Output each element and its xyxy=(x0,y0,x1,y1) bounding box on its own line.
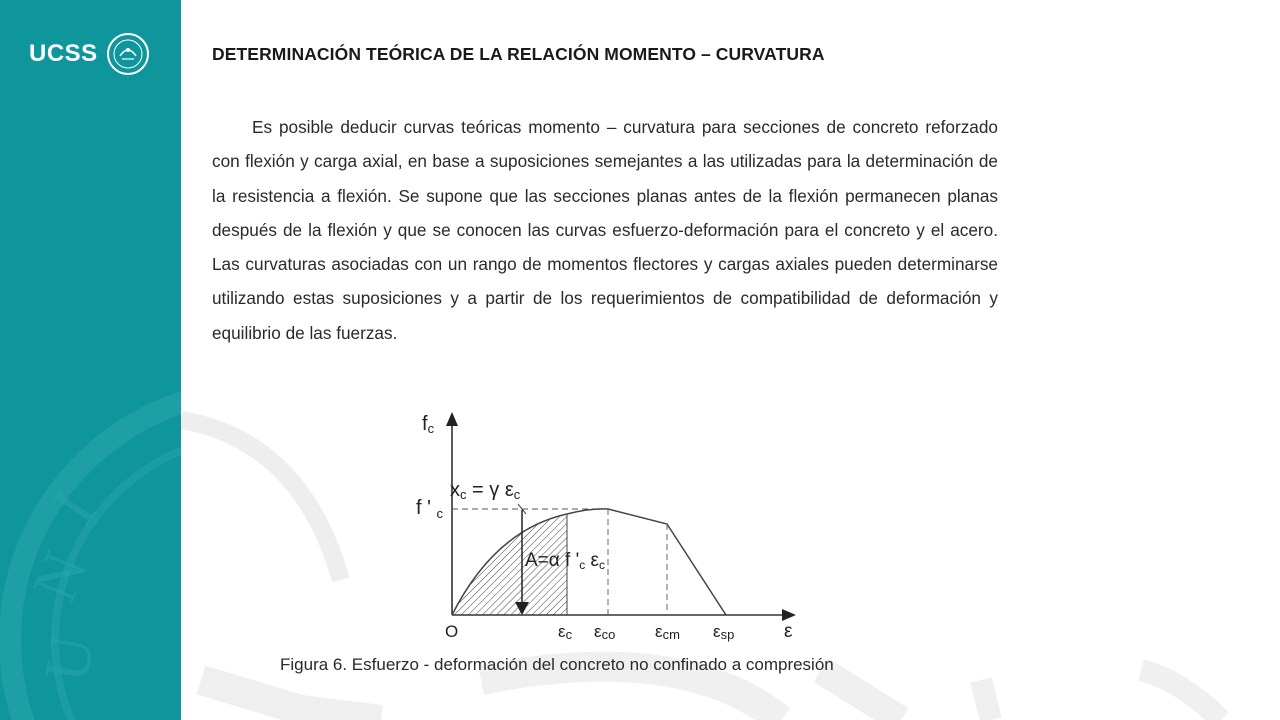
logo-text: UCSS xyxy=(29,40,98,67)
peak-stress-label: f ' $_c$ xyxy=(416,497,443,521)
x-axis-arrow xyxy=(782,609,796,621)
body-paragraph: Es posible deducir curvas teóricas momento – curvatura para secciones de concreto reforzado con flexión y carga axial, en base a suposiciones semejantes a las utilizadas para la determinación de la resistencia a flexión. Se supone que las secciones planas antes de la flexión permanecen planas después de la flexión y que se conocen las curvas esfuerzo-deformación para el concreto y el acero. Las curvaturas asociadas con un rango de momentos flectores y cargas axiales pueden determinarse utilizando estas suposiciones y a partir de los requerimientos de compatibilidad de deformación y equilibrio de las fuerzas. xyxy=(212,117,998,343)
y-axis-label: fc xyxy=(422,413,435,436)
x-tick-label: εc xyxy=(558,622,573,642)
svg-text:U: U xyxy=(29,629,108,688)
area-equation: A=α f 'c εc xyxy=(525,550,605,572)
svg-text:N: N xyxy=(18,541,102,612)
university-seal-watermark xyxy=(0,0,181,720)
university-seal-icon xyxy=(100,32,156,76)
x-tick-label: εco xyxy=(594,622,616,642)
slide-title: DETERMINACIÓN TEÓRICA DE LA RELACIÓN MOMENTO – CURVATURA xyxy=(212,44,825,64)
stress-strain-diagram xyxy=(400,400,820,650)
svg-text:I: I xyxy=(38,478,109,536)
x-tick-label: εsp xyxy=(713,622,735,642)
x-tick-label: εcm xyxy=(655,622,680,642)
y-axis-arrow xyxy=(446,412,458,426)
x-axis-label: ε xyxy=(784,621,793,642)
origin-label: O xyxy=(445,622,459,641)
sidebar xyxy=(0,0,181,720)
figure-caption: Figura 6. Esfuerzo - deformación del concreto no confinado a compresión xyxy=(280,655,834,674)
ucss-logo xyxy=(29,32,156,76)
centroid-equation: xc = γ εc xyxy=(450,479,521,502)
